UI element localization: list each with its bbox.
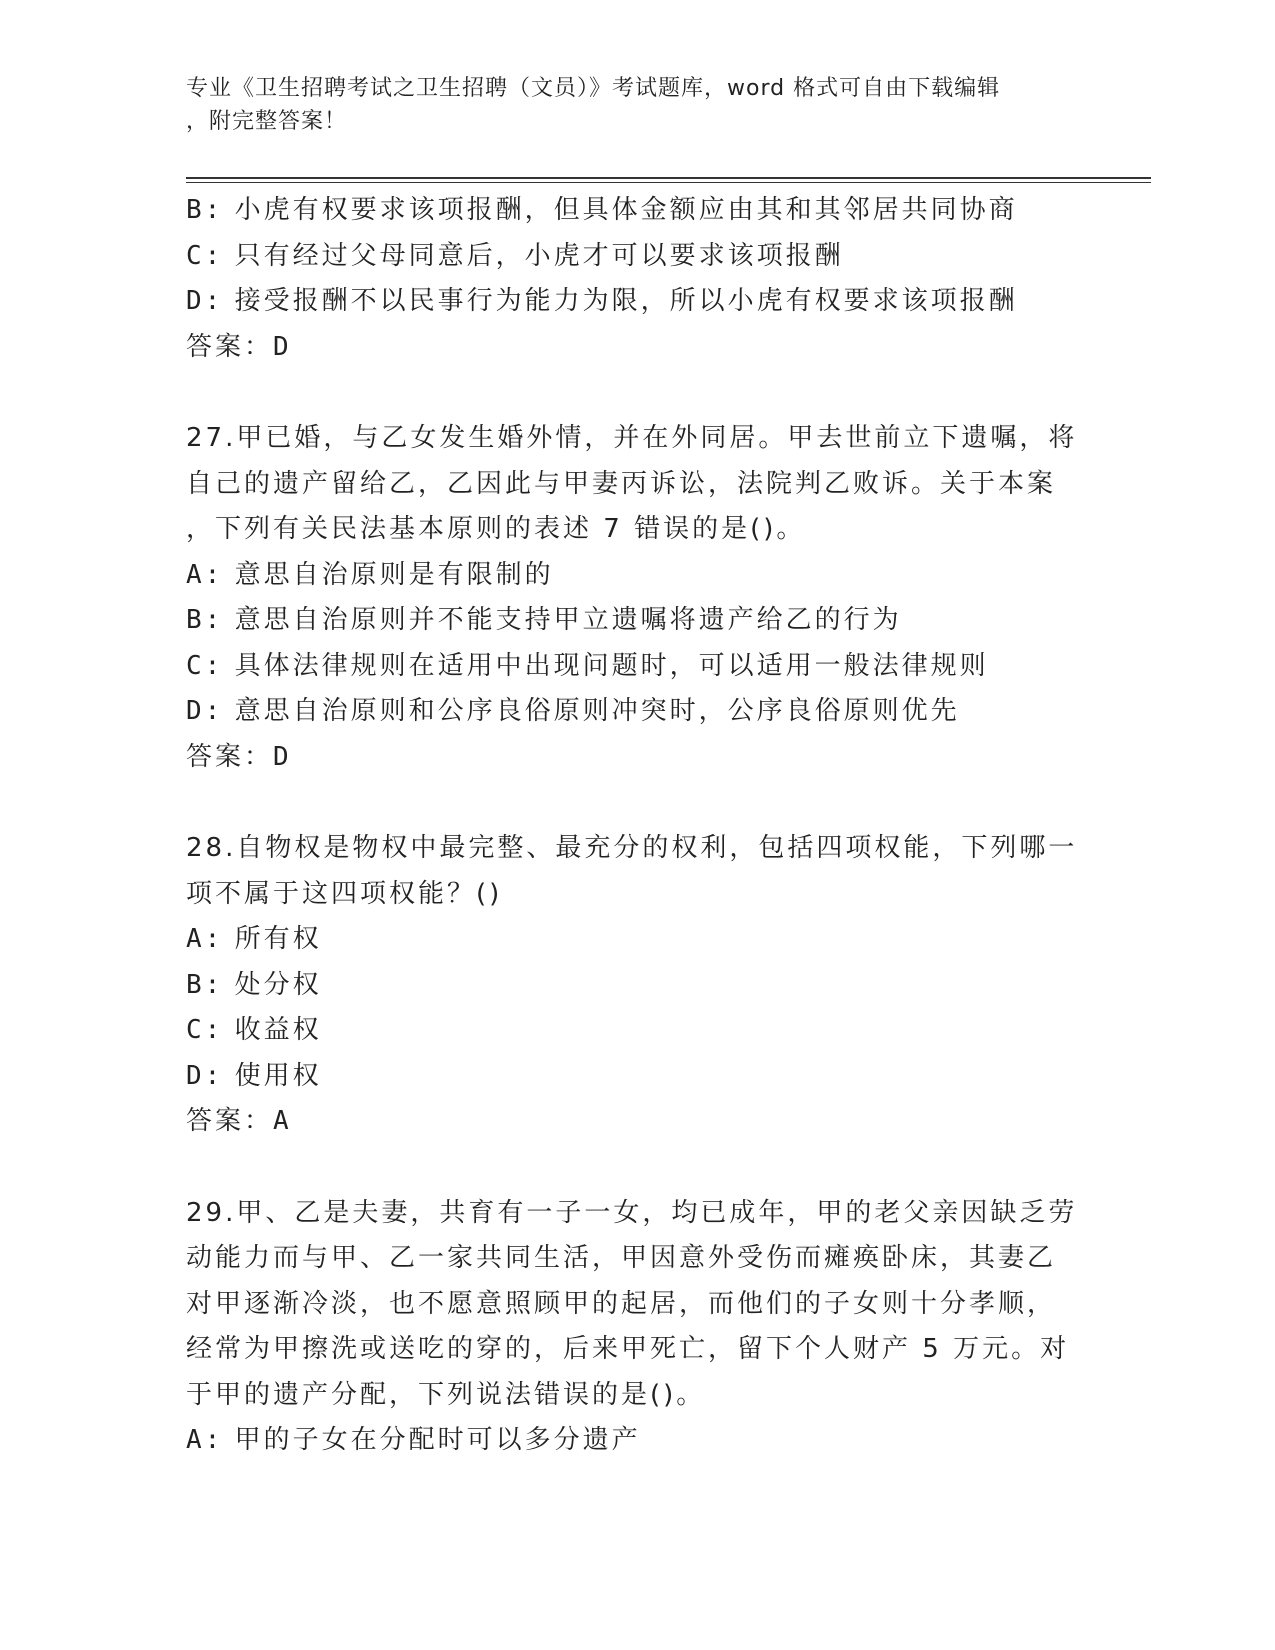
option-letter: B: — [186, 969, 224, 1000]
question-stem-line: 于甲的遗产分配，下列说法错误的是()。 — [186, 1379, 706, 1410]
option-d — [186, 279, 1086, 325]
question-stem-line: 对甲逐渐冷淡，也不愿意照顾甲的起居，而他们的子女则十分孝顺， — [186, 1288, 1057, 1319]
option-text: 接受报酬不以民事行为能力为限，所以小虎有权要求该项报酬 — [234, 286, 1018, 316]
answer-label: 答案： — [186, 1106, 274, 1136]
option-text: 收益权 — [234, 1015, 322, 1045]
option-b — [186, 963, 1086, 1009]
question-stem-line: ，下列有关民法基本原则的表述 7 错误的是()。 — [186, 514, 806, 544]
question-stem-line: 经常为甲擦洗或送吃的穿的，后来甲死亡，留下个人财产 5 万元。对 — [186, 1334, 1070, 1364]
option-a — [186, 1418, 1086, 1464]
option-text: 甲的子女在分配时可以多分遗产 — [234, 1425, 641, 1455]
header-line-2: ，附完整答案！ — [186, 109, 348, 134]
option-letter: C: — [186, 240, 224, 271]
prev-question — [186, 188, 1086, 370]
option-letter: B: — [186, 605, 224, 635]
question-stem-line: 29.甲、乙是夫妻，共育有一子一女，均已成年，甲的老父亲因缺乏劳 — [186, 1197, 1078, 1228]
document-header — [186, 72, 1066, 138]
answer-value: D — [273, 331, 292, 362]
answer-line — [186, 325, 1086, 371]
option-letter: A: — [186, 924, 224, 954]
option-text: 处分权 — [234, 969, 322, 1000]
option-letter: D: — [186, 286, 224, 316]
option-letter: B: — [186, 195, 224, 225]
question-29 — [186, 1191, 1086, 1464]
option-text: 使用权 — [234, 1060, 322, 1091]
question-28 — [186, 826, 1086, 1145]
option-c — [186, 644, 1086, 690]
question-stem-line: 项不属于这四项权能？() — [186, 878, 503, 909]
answer-label: 答案： — [186, 331, 274, 362]
option-d — [186, 1054, 1086, 1100]
option-text: 具体法律规则在适用中出现问题时，可以适用一般法律规则 — [234, 650, 989, 681]
option-letter: C: — [186, 1015, 224, 1045]
header-divider-thin — [186, 182, 1151, 183]
option-a — [186, 553, 1086, 599]
option-c — [186, 1008, 1086, 1054]
question-stem-line: 自己的遗产留给乙，乙因此与甲妻丙诉讼，法院判乙败诉。关于本案 — [186, 468, 1057, 499]
option-a — [186, 917, 1086, 963]
option-letter: D: — [186, 696, 224, 726]
option-letter: C: — [186, 650, 224, 681]
option-letter: A: — [186, 1425, 224, 1455]
option-b — [186, 188, 1086, 234]
answer-value: A — [273, 1106, 292, 1136]
answer-line — [186, 735, 1086, 781]
answer-value: D — [273, 741, 292, 772]
option-text: 小虎有权要求该项报酬，但具体金额应由其和其邻居共同协商 — [234, 195, 1018, 225]
option-c — [186, 234, 1086, 280]
question-27 — [186, 416, 1086, 780]
question-stem-line: 27.甲已婚，与乙女发生婚外情，并在外同居。甲去世前立下遗嘱，将 — [186, 423, 1078, 453]
option-text: 意思自治原则是有限制的 — [234, 559, 554, 590]
option-letter: A: — [186, 559, 224, 590]
option-text: 只有经过父母同意后，小虎才可以要求该项报酬 — [234, 240, 844, 271]
option-d — [186, 689, 1086, 735]
header-line-1: 专业《卫生招聘考试之卫生招聘（文员）》考试题库，word 格式可自由下载编辑 — [186, 76, 1001, 101]
option-letter: D: — [186, 1060, 224, 1091]
header-divider — [186, 177, 1151, 179]
option-text: 意思自治原则并不能支持甲立遗嘱将遗产给乙的行为 — [234, 605, 902, 635]
option-text: 意思自治原则和公序良俗原则冲突时，公序良俗原则优先 — [234, 696, 960, 726]
question-content — [186, 188, 1086, 1464]
answer-line — [186, 1099, 1086, 1145]
option-text: 所有权 — [234, 924, 322, 954]
question-stem-line: 28.自物权是物权中最完整、最充分的权利，包括四项权能，下列哪一 — [186, 833, 1078, 863]
option-b — [186, 598, 1086, 644]
question-stem-line: 动能力而与甲、乙一家共同生活，甲因意外受伤而瘫痪卧床，其妻乙 — [186, 1243, 1057, 1273]
answer-label: 答案： — [186, 741, 274, 772]
